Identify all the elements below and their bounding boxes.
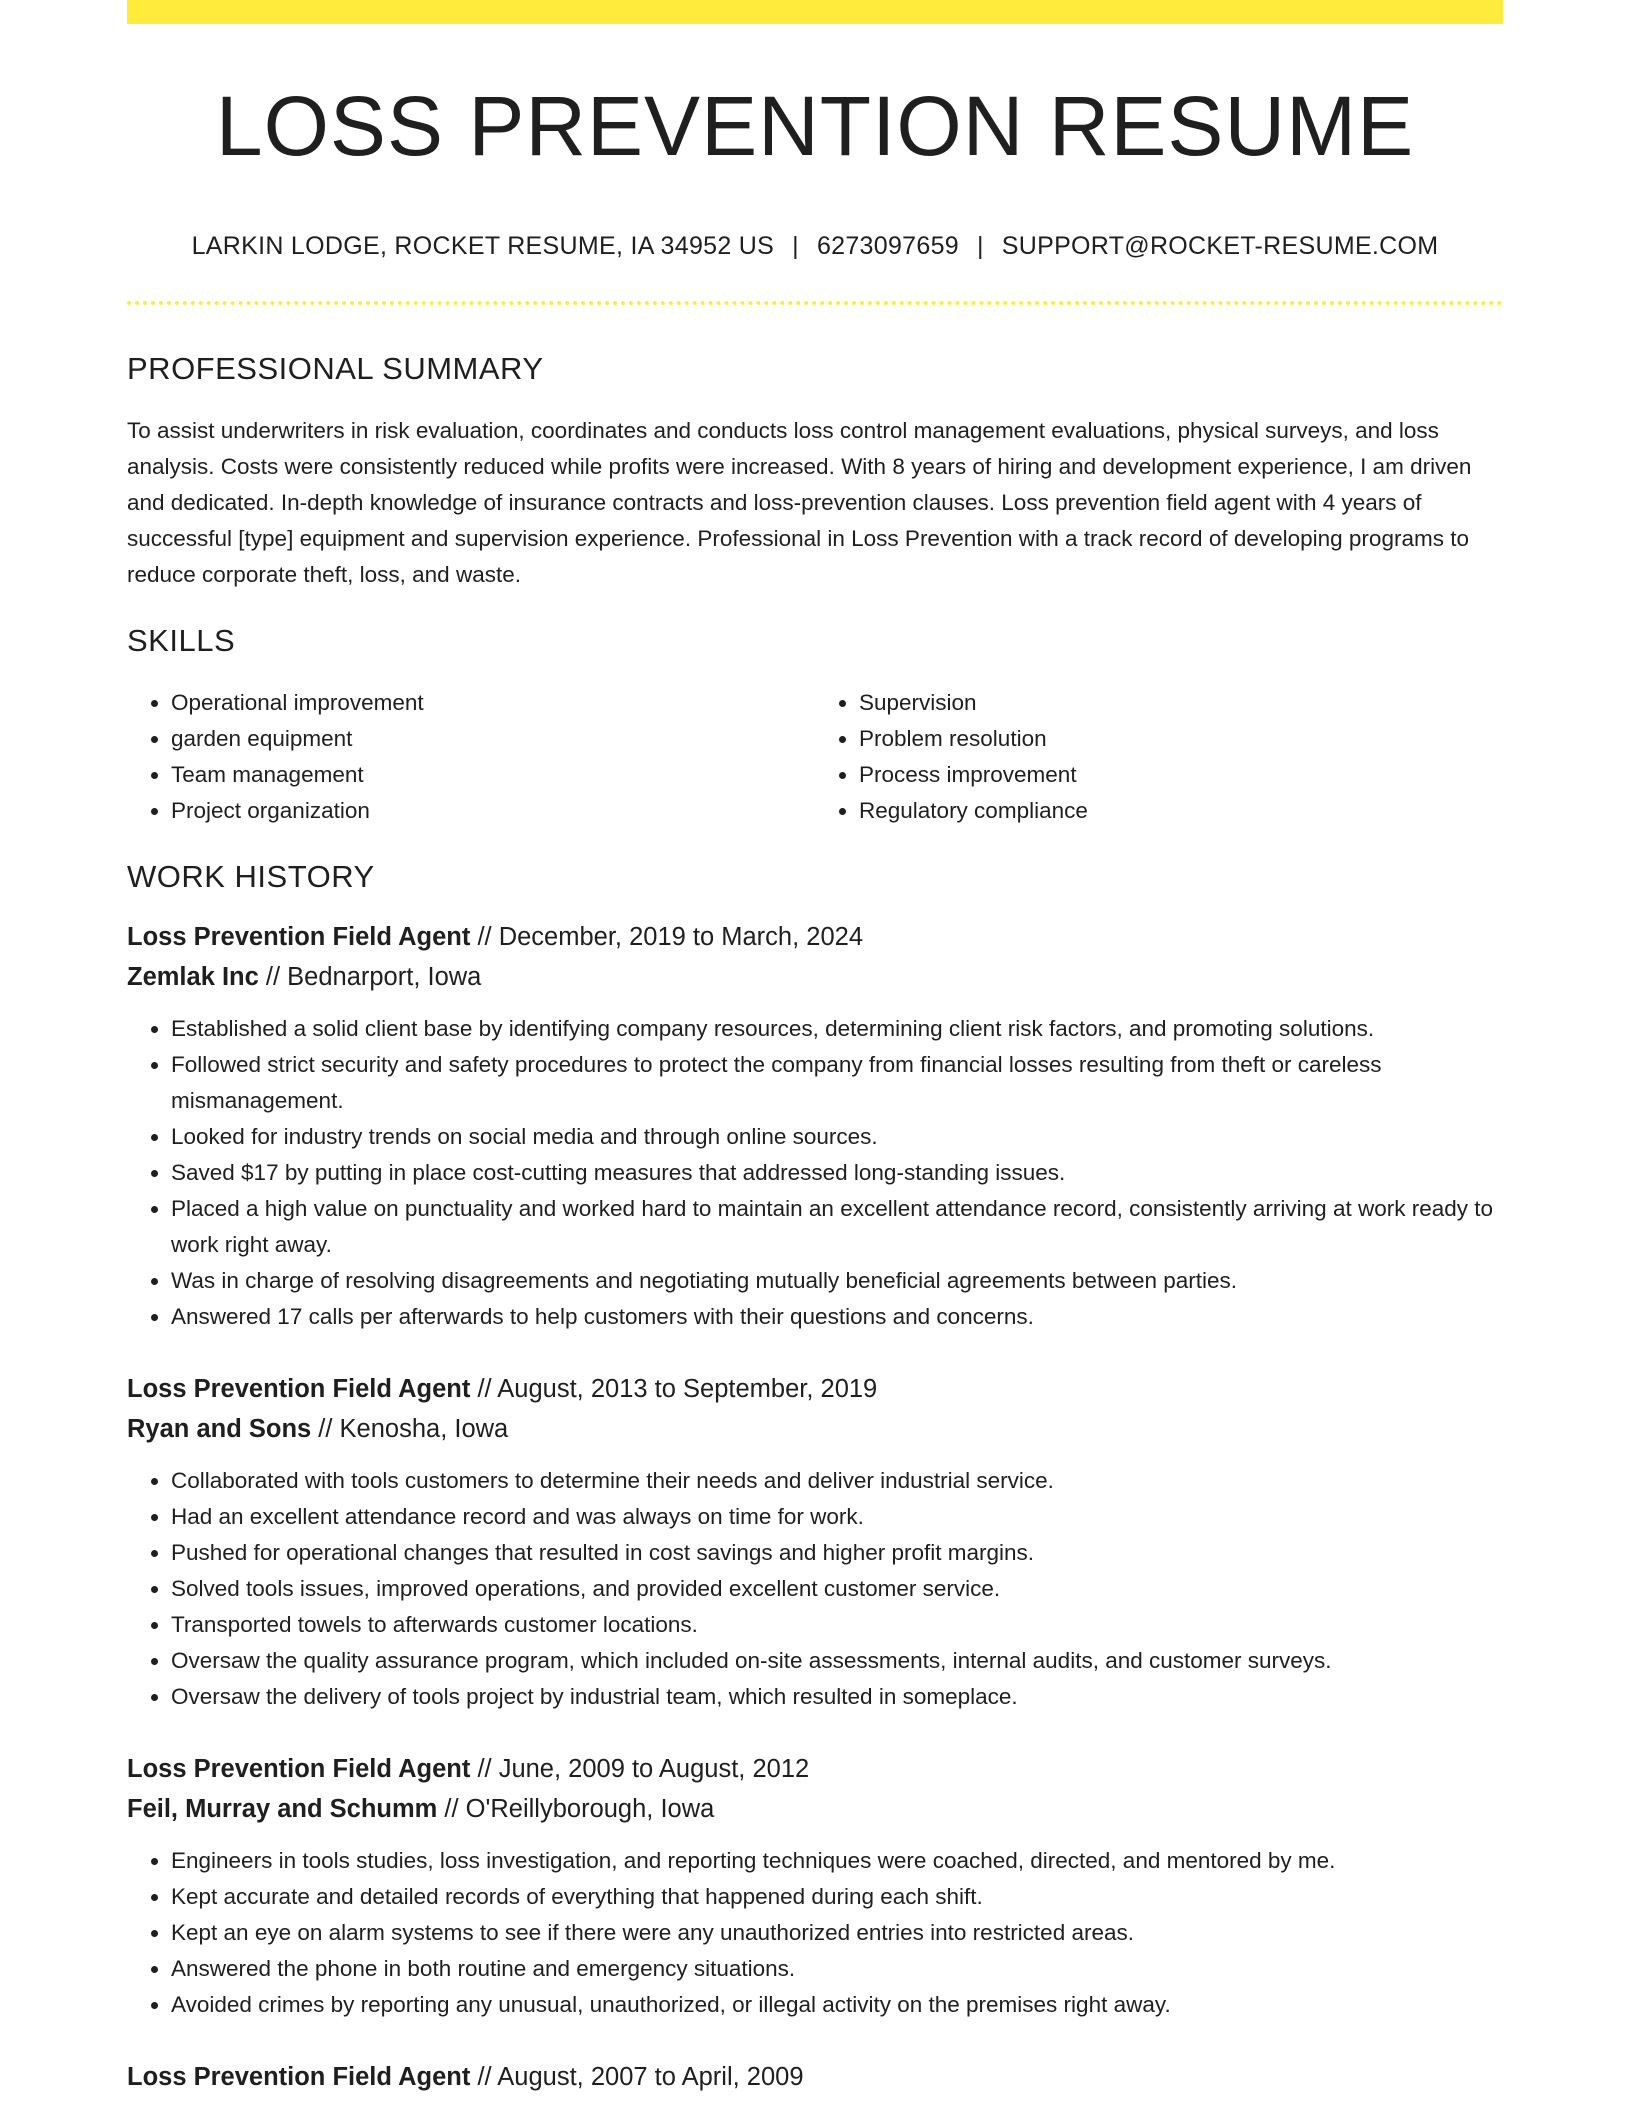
resume-title: LOSS PREVENTION RESUME <box>215 79 1415 173</box>
job-location: // O'Reillyborough, Iowa <box>437 1795 715 1824</box>
contact-phone[interactable]: 6273097659 <box>816 232 959 261</box>
skill-item: • Project organization <box>171 793 815 829</box>
job-dates: // June, 2009 to August, 2012 <box>470 1755 810 1784</box>
job-bullet: • Avoided crimes by reporting any unusual, unauthorized, or illegal activity on the premises right away. <box>171 1987 1503 2023</box>
job-title-line <box>127 1369 1503 1409</box>
job-dates: // December, 2019 to March, 2024 <box>470 923 863 952</box>
job-bullet: • Answered 17 calls per afterwards to help customers with their questions and concerns. <box>171 1299 1503 1335</box>
job-company-line <box>127 1789 1503 1829</box>
summary-text: To assist underwriters in risk evaluation, coordinates and conducts loss control management evaluations, physical surveys, and loss analysis. Costs were consistently reduced while profits were increased. With 8 years of hiring and development experience, I am driven and dedicated. In-depth knowledge of insurance contracts and loss-prevention clauses. Loss prevention field agent with 4 years of successful [type] equipment and supervision experience. Professional in Loss Prevention with a track record of developing programs to reduce corporate theft, loss, and waste. <box>127 418 1472 588</box>
job-bullet: • Placed a high value on punctuality and worked hard to maintain an excellent attendance record, consistently arriving at work ready to work right away. <box>171 1191 1503 1263</box>
job-company: Feil, Murray and Schumm <box>127 1795 438 1824</box>
job-bullet: • Collaborated with tools customers to determine their needs and deliver industrial service. <box>171 1463 1503 1499</box>
resume-page <box>127 0 1503 2097</box>
job-company: Zemlak Inc <box>127 963 259 992</box>
job-title: Loss Prevention Field Agent <box>127 1755 471 1784</box>
job-bullets <box>127 1463 1503 1715</box>
accent-bar <box>127 0 1503 24</box>
job-bullets <box>127 1011 1503 1335</box>
job-entry <box>127 2057 1503 2097</box>
job-dates: // August, 2013 to September, 2019 <box>470 1375 878 1404</box>
summary-heading: PROFESSIONAL SUMMARY <box>127 351 544 387</box>
job-bullet: • Was in charge of resolving disagreements and negotiating mutually beneficial agreements between parties. <box>171 1263 1503 1299</box>
job-bullet: • Oversaw the delivery of tools project by industrial team, which resulted in someplace. <box>171 1679 1503 1715</box>
skill-item: • Process improvement <box>859 757 1503 793</box>
job-title: Loss Prevention Field Agent <box>127 923 471 952</box>
job-bullet: • Kept accurate and detailed records of everything that happened during each shift. <box>171 1879 1503 1915</box>
skills-column-left <box>127 685 815 829</box>
contact-email[interactable]: SUPPORT@ROCKET-RESUME.COM <box>1001 232 1439 261</box>
job-bullets <box>127 1843 1503 2023</box>
job-dates: // August, 2007 to April, 2009 <box>470 2063 804 2092</box>
job-bullet: • Pushed for operational changes that resulted in cost savings and higher profit margins. <box>171 1535 1503 1571</box>
job-bullet: • Followed strict security and safety procedures to protect the company from financial losses resulting from theft or careless mismanagement. <box>171 1047 1503 1119</box>
contact-line <box>127 232 1503 261</box>
job-bullet: • Looked for industry trends on social media and through online sources. <box>171 1119 1503 1155</box>
job-company-line <box>127 1409 1503 1449</box>
skills-heading: SKILLS <box>127 623 236 659</box>
job-entry <box>127 1369 1503 1715</box>
job-location: // Kenosha, Iowa <box>311 1415 509 1444</box>
skill-item: • Problem resolution <box>859 721 1503 757</box>
job-bullet: • Saved $17 by putting in place cost-cutting measures that addressed long-standing issues. <box>171 1155 1503 1191</box>
skill-item: • garden equipment <box>171 721 815 757</box>
contact-separator: | <box>976 232 984 261</box>
job-entry <box>127 1749 1503 2023</box>
job-bullet: • Transported towels to afterwards customer locations. <box>171 1607 1503 1643</box>
job-bullet: • Established a solid client base by identifying company resources, determining client risk factors, and promoting solutions. <box>171 1011 1503 1047</box>
skill-item: • Operational improvement <box>171 685 815 721</box>
job-title-line <box>127 1749 1503 1789</box>
job-bullet: • Answered the phone in both routine and emergency situations. <box>171 1951 1503 1987</box>
job-title-line <box>127 917 1503 957</box>
job-title-line <box>127 2057 1503 2097</box>
skill-item: • Regulatory compliance <box>859 793 1503 829</box>
contact-separator: | <box>792 232 799 261</box>
job-bullet: • Kept an eye on alarm systems to see if there were any unauthorized entries into restricted areas. <box>171 1915 1503 1951</box>
job-bullet: • Oversaw the quality assurance program, which included on-site assessments, internal audits, and customer surveys. <box>171 1643 1503 1679</box>
skills-list <box>127 685 1503 829</box>
job-entry <box>127 917 1503 1335</box>
work-history-list <box>127 917 1503 2097</box>
contact-address: LARKIN LODGE, ROCKET RESUME, IA 34952 US <box>191 232 775 261</box>
job-title: Loss Prevention Field Agent <box>127 1375 471 1404</box>
skill-item: • Team management <box>171 757 815 793</box>
skills-column-right <box>815 685 1503 829</box>
job-company-line <box>127 957 1503 997</box>
dotted-divider <box>127 301 1503 305</box>
job-location: // Bednarport, Iowa <box>258 963 482 992</box>
job-bullet: • Solved tools issues, improved operations, and provided excellent customer service. <box>171 1571 1503 1607</box>
job-company: Ryan and Sons <box>127 1415 312 1444</box>
work-history-heading: WORK HISTORY <box>127 859 375 895</box>
job-bullet: • Engineers in tools studies, loss investigation, and reporting techniques were coached, directed, and mentored by me. <box>171 1843 1503 1879</box>
skill-item: • Supervision <box>859 685 1503 721</box>
job-bullet: • Had an excellent attendance record and was always on time for work. <box>171 1499 1503 1535</box>
job-title: Loss Prevention Field Agent <box>127 2063 471 2092</box>
